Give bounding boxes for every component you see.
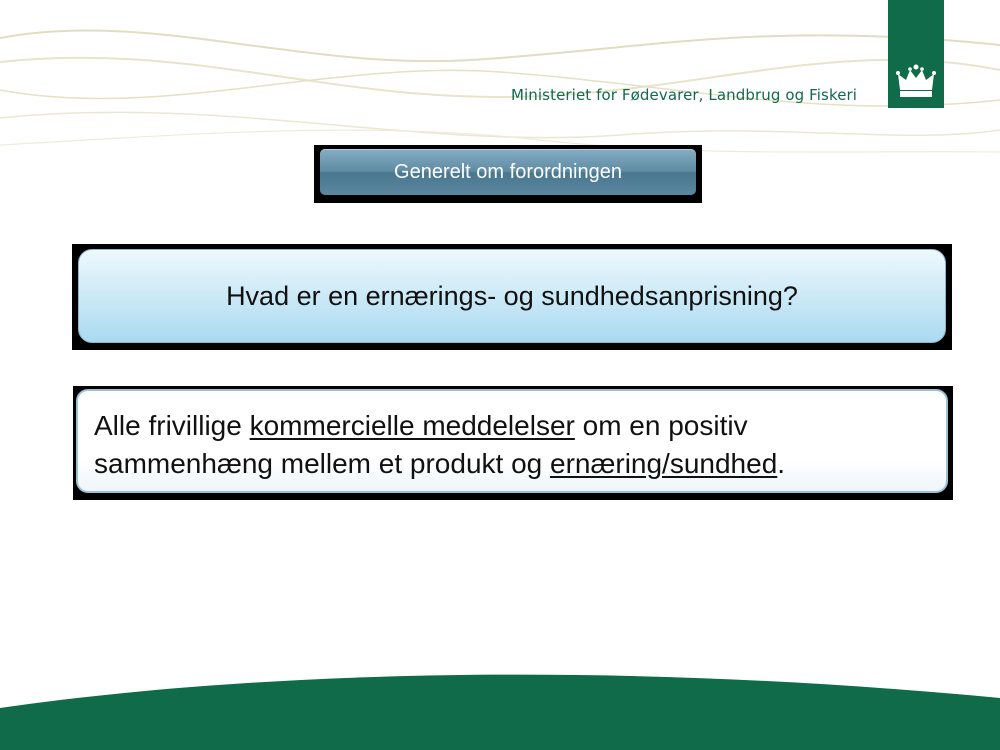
definition-part-1: Alle frivillige bbox=[94, 410, 250, 441]
definition-part-3: sammenhæng mellem et produkt og bbox=[94, 448, 550, 479]
commercial-messages-link[interactable]: kommercielle meddelelser bbox=[249, 410, 575, 441]
definition-text bbox=[76, 389, 948, 493]
definition-part-2: om en positiv bbox=[574, 410, 748, 441]
footer-green-band bbox=[0, 660, 1000, 750]
definition-frame bbox=[73, 386, 953, 500]
header-wave-lines bbox=[0, 0, 1000, 160]
question-frame bbox=[72, 244, 952, 350]
question-text: Hvad er en ernærings- og sundhedsanprisning? bbox=[78, 249, 946, 343]
section-title-button[interactable]: Generelt om forordningen bbox=[320, 149, 696, 195]
nutrition-health-link[interactable]: ernæring/sundhed bbox=[550, 448, 778, 479]
ministry-name: Ministeriet for Fødevarer, Landbrug og Fiskeri bbox=[511, 86, 858, 104]
section-title-frame bbox=[314, 145, 702, 203]
logo-banner bbox=[888, 0, 944, 108]
crown-icon bbox=[894, 62, 938, 102]
definition-part-4: . bbox=[777, 448, 786, 479]
